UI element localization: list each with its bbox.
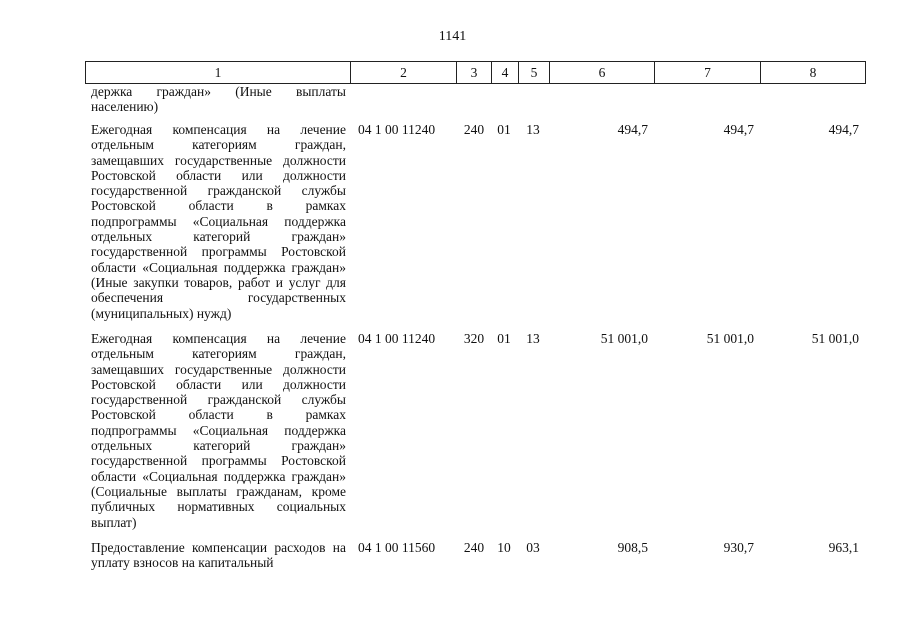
row-amount-col6: 494,7 <box>617 122 648 137</box>
row-amount-col8: 51 001,0 <box>811 331 859 346</box>
row-subsection: 13 <box>526 331 540 346</box>
row-subsection: 13 <box>526 122 540 137</box>
column-header-5: 5 <box>519 62 550 84</box>
row-expense-type: 240 <box>463 122 485 137</box>
row-amount-col6: 908,5 <box>617 540 648 555</box>
row-expense-type: 320 <box>463 331 485 346</box>
row-section: 01 <box>497 122 511 137</box>
row-amount-col7: 51 001,0 <box>706 331 754 346</box>
row-amount-col6: 51 001,0 <box>600 331 648 346</box>
row-amount-col8: 963,1 <box>828 540 859 555</box>
row-target-code: 04 1 00 11240 <box>358 331 436 346</box>
column-header-6: 6 <box>550 62 655 84</box>
row-target-code: 04 1 00 11240 <box>358 122 436 137</box>
row-expense-type: 240 <box>463 540 485 555</box>
column-header-3: 3 <box>457 62 492 84</box>
row-amount-col8: 494,7 <box>828 122 859 137</box>
continued-description <box>91 84 346 115</box>
column-header-4: 4 <box>492 62 519 84</box>
column-header-row <box>86 62 866 84</box>
row-description: Предоставление компенсации расходов на уплату взносов на капитальный <box>91 540 346 571</box>
continued-line-2: населению) <box>91 99 159 115</box>
continued-line-1: держка граждан» (Иные выплаты <box>91 84 346 99</box>
row-section: 10 <box>497 540 511 555</box>
row-description: Ежегодная компенсация на лечение отдельным категориям граждан, замещавших государственные должности Ростовской области или должности государственной гражданской службы Ростовской области в рамках подпрограммы «Социальная поддержка отдельных категорий граждан» государственной программы Ростовской области «Социальная поддержка граждан» (Иные закупки товаров, работ и услуг для обеспечения государственных (муниципальных) нужд) <box>91 122 346 321</box>
column-header-7: 7 <box>655 62 761 84</box>
column-header-8: 8 <box>761 62 866 84</box>
row-amount-col7: 930,7 <box>723 540 754 555</box>
page-number: 1141 <box>438 29 467 44</box>
row-subsection: 03 <box>526 540 540 555</box>
row-section: 01 <box>497 331 511 346</box>
row-description: Ежегодная компенсация на лечение отдельным категориям граждан, замещавших государственные должности Ростовской области или должности государственной гражданской службы Ростовской области в рамках подпрограммы «Социальная поддержка отдельных категорий граждан» государственной программы Ростовской области «Социальная поддержка граждан» (Социальные выплаты гражданам, кроме публичных нормативных социальных выплат) <box>91 331 346 530</box>
row-target-code: 04 1 00 11560 <box>358 540 436 555</box>
column-header-1: 1 <box>86 62 351 84</box>
row-amount-col7: 494,7 <box>723 122 754 137</box>
column-header-2: 2 <box>351 62 457 84</box>
column-header-table <box>85 61 866 84</box>
